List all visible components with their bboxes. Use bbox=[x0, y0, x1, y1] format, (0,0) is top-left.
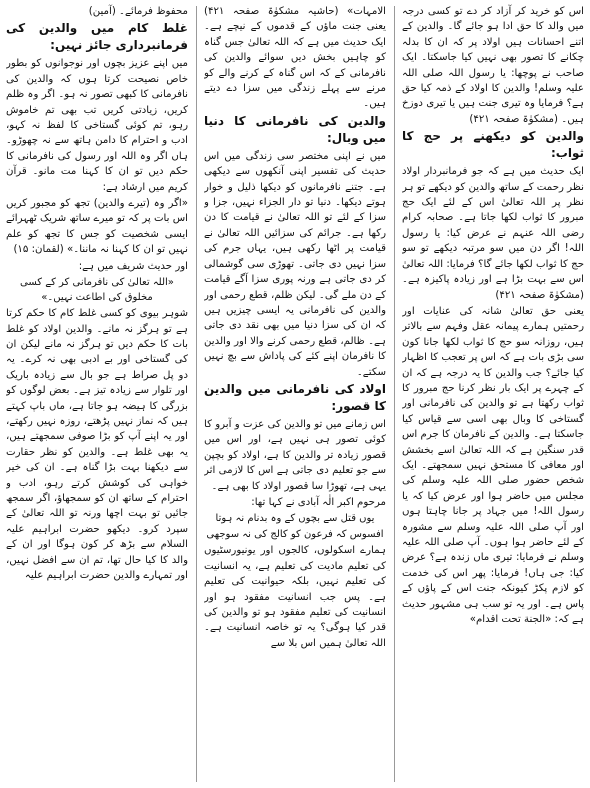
quoted-verse: افسوس کہ فرعون کو کالج کی نہ سوجھی bbox=[206, 529, 384, 541]
column-left bbox=[6, 4, 188, 784]
body-paragraph: یعنی حق تعالیٰ شانہ کی عنایات اور رحمتیں ہمارے پیمانہ عقل وفہم سے بالاتر ہیں، روزانہ سو حج کا ثواب لکھا جانا کون سی بڑی بات ہے کہ اس پر تعجب کا اظہار کیا جائے؟ جب والدین کا یہ درجہ ہے کہ ان کے چہرے پر ایک بار نظر کرنا حج مبرور کا ثواب رکھتا ہے تو والدین کی نافرمانی اور گستاخی کا وبال بھی اسی سے قیاس کیا جاسکتا ہے۔ والدین کے نافرمان کا جرم اس قدر سنگین ہے کہ اللہ تعالیٰ اسے بخشش اور معافی کا مستحق نہیں سمجھتے۔ ایک شخص حضور صلی اللہ علیہ وسلم کی مجلس میں حاضر ہوا اور عرض کیا کہ یا رسول اللہ! میں جہاد پر جانا چاہتا ہوں اور آپ صلی اللہ علیہ وسلم سے مشورہ کے لئے حاضر ہوا ہوں۔ آپ صلی اللہ علیہ وسلم نے فرمایا: تیری ماں زندہ ہے؟ عرض کیا: جی ہاں! فرمایا: پھر اس کی خدمت کو لازم پکڑ کیونکہ جنت اس کے پاؤں کے پاس ہے۔ اور یہ تو سب ہی مشہور حدیث ہے کہ: «الجنة تحت اقدام» bbox=[402, 305, 584, 626]
column-divider bbox=[394, 6, 395, 782]
body-paragraph: «اگر وہ (تیرے والدین) تجھ کو مجبور کریں اس بات پر کہ تو میرے ساتھ شریک ٹھہرائے ایسی شخصیت کو جس کا تجھ کو علم نہیں تو ان کا کہنا نہ ماننا۔» (لقمان: ۱۵) bbox=[6, 198, 188, 256]
body-paragraph: ایک حدیث میں ہے کہ جو فرمانبردار اولاد نظر رحمت کے ساتھ والدین کو دیکھے تو ہر نظر پر اللہ تعالیٰ اس کے لئے ایک حج مبرور کا ثواب لکھا جاتا ہے۔ صحابہ کرام رضی اللہ عنہم نے عرض کیا: یا رسول اللہ! اگر دن میں سو مرتبہ دیکھے تو سو حج کا ثواب لکھا جائے گا؟ فرمایا: اللہ تعالیٰ اس سے بہت بڑا ہے اور زیادہ پاکیزہ ہے۔ (مشکوٰۃ صفحہ ۴۲۱) bbox=[402, 166, 584, 301]
section-heading: والدین کو دیکھنے پر حج کا ثواب: bbox=[402, 129, 584, 161]
body-paragraph: محفوظ فرمائے۔ (آمین) bbox=[88, 6, 188, 17]
section-heading: اولاد کی نافرمانی میں والدین کا قصور: bbox=[204, 381, 386, 413]
body-paragraph: مرحوم اکبر الٰہ آبادی نے کہا تھا: bbox=[251, 496, 386, 508]
quoted-verse: یوں قتل سے بچوں کے وہ بدنام نہ ہوتا bbox=[215, 513, 375, 525]
body-paragraph: میں اپنے عزیز بچوں اور نوجوانوں کو بطور خاص نصیحت کرتا ہوں کہ والدین کی نافرمانی کا کبھی تصور نہ ہو۔ اگر وہ ظلم کریں، زیادتی کریں تب بھی تم خاموش رہو، تم کوئی گستاخی کا لفظ نہ کہو، ادب و احترام کا دامن ہاتھ سے نہ چھوڑو۔ ہاں اگر وہ اللہ اور رسول کی نافرمانی کا حکم دیں تو ان کا کہنا مت مانو۔ قرآن کریم میں ارشاد ہے: bbox=[6, 58, 188, 193]
column-right bbox=[402, 4, 584, 784]
column-divider bbox=[196, 6, 197, 782]
body-paragraph: شوہر بیوی کو کسی غلط کام کا حکم کرتا ہے تو ہرگز نہ مانے۔ والدین اولاد کو غلط بات کا حکم دیں تو ہرگز نہ مانے لیکن ان کی گستاخی اور بے ادبی بھی نہ کرے۔ یہ دو پل صراط ہے جو بال سے زیادہ باریک اور تلوار سے زیادہ تیز ہے۔ بعض لوگوں کو بزرگی کا ہیضہ ہو جاتا ہے، ماں باپ کہتے ہیں کہ نماز نہیں پڑھتے، روزہ نہیں رکھتے، اور یہ اپنے آپ کو بڑا صوفی سمجھتے ہیں، یہ بھی غلط ہے۔ والدین کو نظر حقارت سے دیکھنا بہت بڑا گناہ ہے۔ ان کی خیر خواہی کی کوشش کرتے رہو، ادب و احترام کے ساتھ ان کو سمجھاؤ، اگر سمجھ جائیں تو بہت اچھا ورنہ تو اللہ تعالیٰ کے سپرد کرو۔ دیکھو حضرت ابراہیم علیہ السلام سے بڑھ کر کون ہوگا اور ان کے والد کا کیا حال تھا، تم ان سے افضل نہیں، اور تمہارے والدین حضرت ابراہیم علیہ bbox=[6, 308, 188, 581]
section-heading: غلط کام میں والدین کی فرمانبرداری جائز نہیں: bbox=[6, 21, 188, 53]
body-paragraph: اس زمانے میں تو والدین کی عزت و آبرو کا کوئی تصور ہی نہیں ہے، اور اس میں قصور زیادہ تر والدین کا ہے، اولاد کو بچپن سے جو تعلیم دی جاتی ہے اس کا لازمی اثر یہی ہے، تھوڑا سا قصور اولاد کا بھی ہے۔ bbox=[204, 418, 386, 492]
three-column-layout bbox=[6, 4, 584, 784]
body-paragraph: الامہات» (حاشیہ مشکوٰۃ صفحہ ۴۲۱) یعنی جنت ماؤں کے قدموں کے نیچے ہے۔ ایک حدیث میں ہے کہ اللہ تعالیٰ جس گناہ کو چاہیں بخش دیں سوائے والدین کی نافرمانی کے کہ اس گناہ کے کرنے والے کو مرنے سے پہلے زندگی میں سزا دے دیتے ہیں۔ bbox=[204, 6, 386, 110]
section-heading: والدین کی نافرمانی کا دنیا میں وبال: bbox=[204, 113, 386, 145]
body-paragraph: اس کو خرید کر آزاد کر دے تو کسی درجہ میں والد کا حق ادا ہو جائے گا۔ والدین کے اتنے احسانات ہیں اولاد پر کہ ان کا بدلہ چکانے کا تصور بھی نہیں کیا جاسکتا۔ ایک صاحب نے پوچھا: یا رسول اللہ صلی اللہ علیہ وسلم! والدین کا اولاد کے ذمہ کیا حق ہے؟ فرمایا وہ تیری جنت ہیں یا تیری دوزخ ہیں۔ (مشکوٰۃ صفحہ ۴۲۱) bbox=[402, 6, 584, 125]
body-paragraph: ہمارے اسکولوں، کالجوں اور یونیورسٹیوں کی تعلیم مادیت کی تعلیم ہے، یہ انسانیت کی تعلیم نہیں، بلکہ حیوانیت کی تعلیم ہے۔ پس جب انسانیت مفقود ہو اور انسانیت کی تعلیم مفقود ہو تو والدین کی قدر کیا ہوگی؟ یہ تو خاصہ انسانیت ہے۔ اللہ تعالیٰ ہمیں اس بلا سے bbox=[204, 545, 386, 649]
quoted-verse: «اللہ تعالیٰ کی نافرمانی کر کے کسی مخلوق کی اطاعت نہیں۔» bbox=[20, 277, 174, 304]
body-paragraph: میں نے اپنی مختصر سی زندگی میں اس حدیث کی تفسیر اپنی آنکھوں سے دیکھی ہے۔ جتنے نافرمانوں کو دیکھا ذلیل و خوار ہوتے دیکھا۔ دنیا تو دار الجزاء نہیں، جزا و سزا کے لئے تو اللہ تعالیٰ نے قیامت کا دن رکھا ہے۔ جرائم کی سزائیں اللہ تعالیٰ نے قیامت پر اٹھا رکھی ہیں، یہاں جرم کی سزا نہیں دی جاتی۔ تھوڑی سی گوشمالی کر دی جاتی ہے ورنہ پوری سزا آگے قیامت کے دن ملے گی۔ لیکن ظلم، قطع رحمی اور والدین کی نافرمانی یہ ایسی چیزیں ہیں کہ ان کی سزا دنیا میں بھی نقد دی جاتی ہے۔ ظالم، قطع رحمی کرنے والا اور والدین کا نافرمان اپنے کئے کی پاداش سے بچ نہیں سکتے۔ bbox=[204, 150, 386, 378]
column-middle bbox=[204, 4, 386, 784]
body-paragraph: اور حدیث شریف میں ہے: bbox=[78, 260, 188, 272]
